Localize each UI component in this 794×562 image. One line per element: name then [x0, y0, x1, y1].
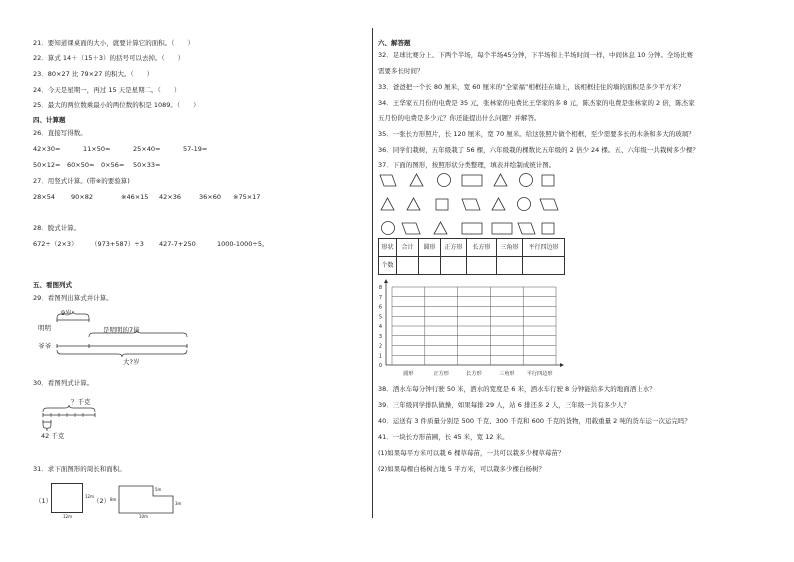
question-28: 28．脱式计算。 — [33, 224, 81, 232]
x-axis-arrow — [560, 363, 564, 367]
question-41: 41．一块长方形苗圃，长 45 米，宽 12 米。 — [378, 433, 509, 441]
table-header-circle: 圆形 — [419, 239, 441, 257]
section-5-heading: 五、看图列式 — [33, 281, 72, 289]
vertical-2: 90×82 — [71, 193, 93, 201]
q31-shape-label-c: 8m — [110, 497, 117, 502]
x-tick-label: 三角形 — [499, 371, 515, 377]
table-header-shape: 形状 — [379, 239, 397, 257]
shape-count-bar-chart — [378, 0, 778, 562]
y-tick-label: 2 — [378, 343, 382, 350]
stepwise-3: 427-7+250 — [159, 240, 196, 248]
vertical-3: ※46×15 — [121, 193, 149, 201]
x-tick-label: 长方形 — [466, 371, 482, 377]
oral-r1-c3: 25×40= — [133, 145, 161, 153]
y-tick-label: 8 — [378, 285, 382, 291]
question-40: 40．运送有 3 件质量分别是 500 千克、300 千克和 600 千克的货物，用载重量 2 吨的货车运一次运完吗？ — [378, 417, 691, 425]
y-tick-label: 4 — [378, 324, 382, 330]
question-27: 27．用竖式计算。(带※的要验算) — [33, 177, 130, 185]
table-row-label-count: 个数 — [379, 257, 397, 275]
question-26: 26．直接写得数。 — [33, 129, 87, 137]
question-36: 36．同学们栽树，五年级栽了 56 棵，六年级栽的棵数比五年级的 2 倍少 24 棵。五、六年级一共栽树多少棵？ — [378, 146, 699, 154]
q29-grandpa-label: 爷爷 — [38, 342, 51, 350]
table-header-rectangle: 长方形 — [467, 239, 497, 257]
q31-composite-shape — [33, 0, 363, 562]
oral-r2-c2: 60×50= — [67, 161, 95, 169]
oral-r1-c1: 42×30= — [33, 145, 61, 153]
column-divider — [372, 28, 373, 518]
q29-age-label: 9岁 — [61, 309, 72, 317]
q29-unknown-label: 大?岁 — [123, 358, 140, 366]
vertical-4: 42×36 — [159, 193, 181, 201]
oral-r1-c2: 11×50= — [83, 145, 111, 153]
table-header-triangle: 三角形 — [497, 239, 523, 257]
stepwise-2: （973+587）÷3 — [91, 240, 144, 248]
oral-r2-c4: 50×33= — [133, 161, 161, 169]
stepwise-1: 672÷（2×3） — [33, 240, 78, 248]
q30-top-label: ？千克 — [71, 398, 91, 406]
vertical-6: ※75×17 — [233, 193, 261, 201]
x-tick-label: 圆形 — [403, 371, 414, 377]
y-tick-label: 5 — [378, 314, 382, 321]
question-33: 33．爸爸把一个长 80 厘米，宽 60 厘米的“全家福”相框挂在墙上，该相框挂住的墙的面积是多少平方米？ — [378, 83, 685, 91]
question-32-line2: 需要多长时间？ — [378, 67, 424, 75]
question-30: 30．看图列式计算。 — [33, 379, 94, 387]
question-41-part-2: (2)如果每棵白杨树占地 5 平方米，可以栽多少棵白杨树？ — [378, 465, 545, 473]
question-34-line1: 34．王华家五月份的电费是 35 元，张林家的电费比王华家的多 8 元，陈杰家的电费是张林家的 2 倍，陈杰家 — [378, 99, 695, 107]
q29-xiaoming-label: 明明 — [38, 324, 51, 332]
question-39: 39．三年级同学排队做操，如果每排 29 人，站 6 排还多 2 人，三年级一共有多少人？ — [378, 401, 630, 409]
oral-r2-c1: 50×12= — [33, 161, 61, 169]
section-4-heading: 四、计算题 — [33, 116, 66, 124]
q31-square-bottom-label: 12m — [63, 514, 72, 519]
question-23: 23．80×27 比 79×27 的积大。（ ） — [33, 70, 154, 78]
question-35: 35．一张长方形照片，长 120 厘米，宽 70 厘米。给这张照片做个相框，至少需要多长的木条和多大的玻璃？ — [378, 130, 695, 138]
question-41-part-1: (1)如果每平方米可以栽 6 棵草莓苗，一共可以栽多少棵草莓苗？ — [378, 449, 565, 457]
section-6-heading: 六、解答题 — [378, 39, 411, 47]
x-tick-label: 正方形 — [433, 371, 449, 377]
question-37: 37．下面的图形，按照形状分类整理，填表并绘制成统计图。 — [378, 161, 556, 169]
vertical-1: 28×54 — [33, 193, 55, 201]
y-axis-arrow — [384, 279, 388, 283]
q31-figure-1-number: （1） — [35, 497, 53, 505]
question-29: 29．看图列出算式并计算。 — [33, 294, 113, 302]
q31-square-side-label: 12m — [85, 494, 94, 499]
q31-shape-label-d: 10m — [139, 514, 148, 519]
q29-note-label: 是明明的7倍 — [103, 326, 140, 334]
question-31: 31．求下面图形的周长和面积。 — [33, 465, 126, 473]
y-tick-label: 1 — [378, 353, 382, 360]
question-24: 24．今天是星期一，再过 15 天是星期二。（ ） — [33, 86, 181, 94]
stepwise-4: 1000-1000÷5。 — [217, 240, 269, 248]
q31-shape-label-a: 5m — [155, 487, 162, 492]
table-header-square: 正方形 — [441, 239, 467, 257]
y-tick-label: 7 — [378, 294, 382, 301]
y-tick-label: 0 — [378, 363, 382, 369]
q30-bottom-label: 42 千克 — [41, 432, 65, 440]
question-22: 22．算式 14＋（15＋3）的括号可以去掉。（ ） — [33, 54, 185, 62]
y-tick-label: 6 — [378, 304, 382, 311]
oral-r1-c4: 57-19= — [183, 145, 208, 153]
question-32-line1: 32．足球比赛分上、下两个半场，每个半场45分钟，下半场和上半场时间一样，中间休息 10 分钟。全场比赛 — [378, 51, 693, 59]
table-header-parallelogram: 平行四边形 — [523, 239, 565, 257]
x-tick-label: 平行四边形 — [526, 371, 553, 377]
q31-figure-2-number: （2） — [93, 497, 111, 505]
question-21: 21．要知道课桌面的大小，就要计算它的面积。（ ） — [33, 39, 195, 47]
question-25: 25．最大的两位数乘最小的两位数的积是 1089。（ ） — [33, 101, 200, 109]
question-34-line2: 五月份的电费是多少元？你还能提出什么问题？并解答。 — [378, 114, 541, 122]
vertical-5: 36×60 — [199, 193, 221, 201]
oral-r2-c3: 0×56= — [101, 161, 125, 169]
y-tick-label: 3 — [378, 333, 382, 340]
question-38: 38．洒水车每分钟行驶 50 米，洒水的宽度是 6 米，洒水车行驶 8 分钟能给多大的地面洒上水？ — [378, 385, 656, 393]
table-header-total: 合计 — [397, 239, 419, 257]
q31-shape-label-b: 3m — [175, 501, 182, 506]
